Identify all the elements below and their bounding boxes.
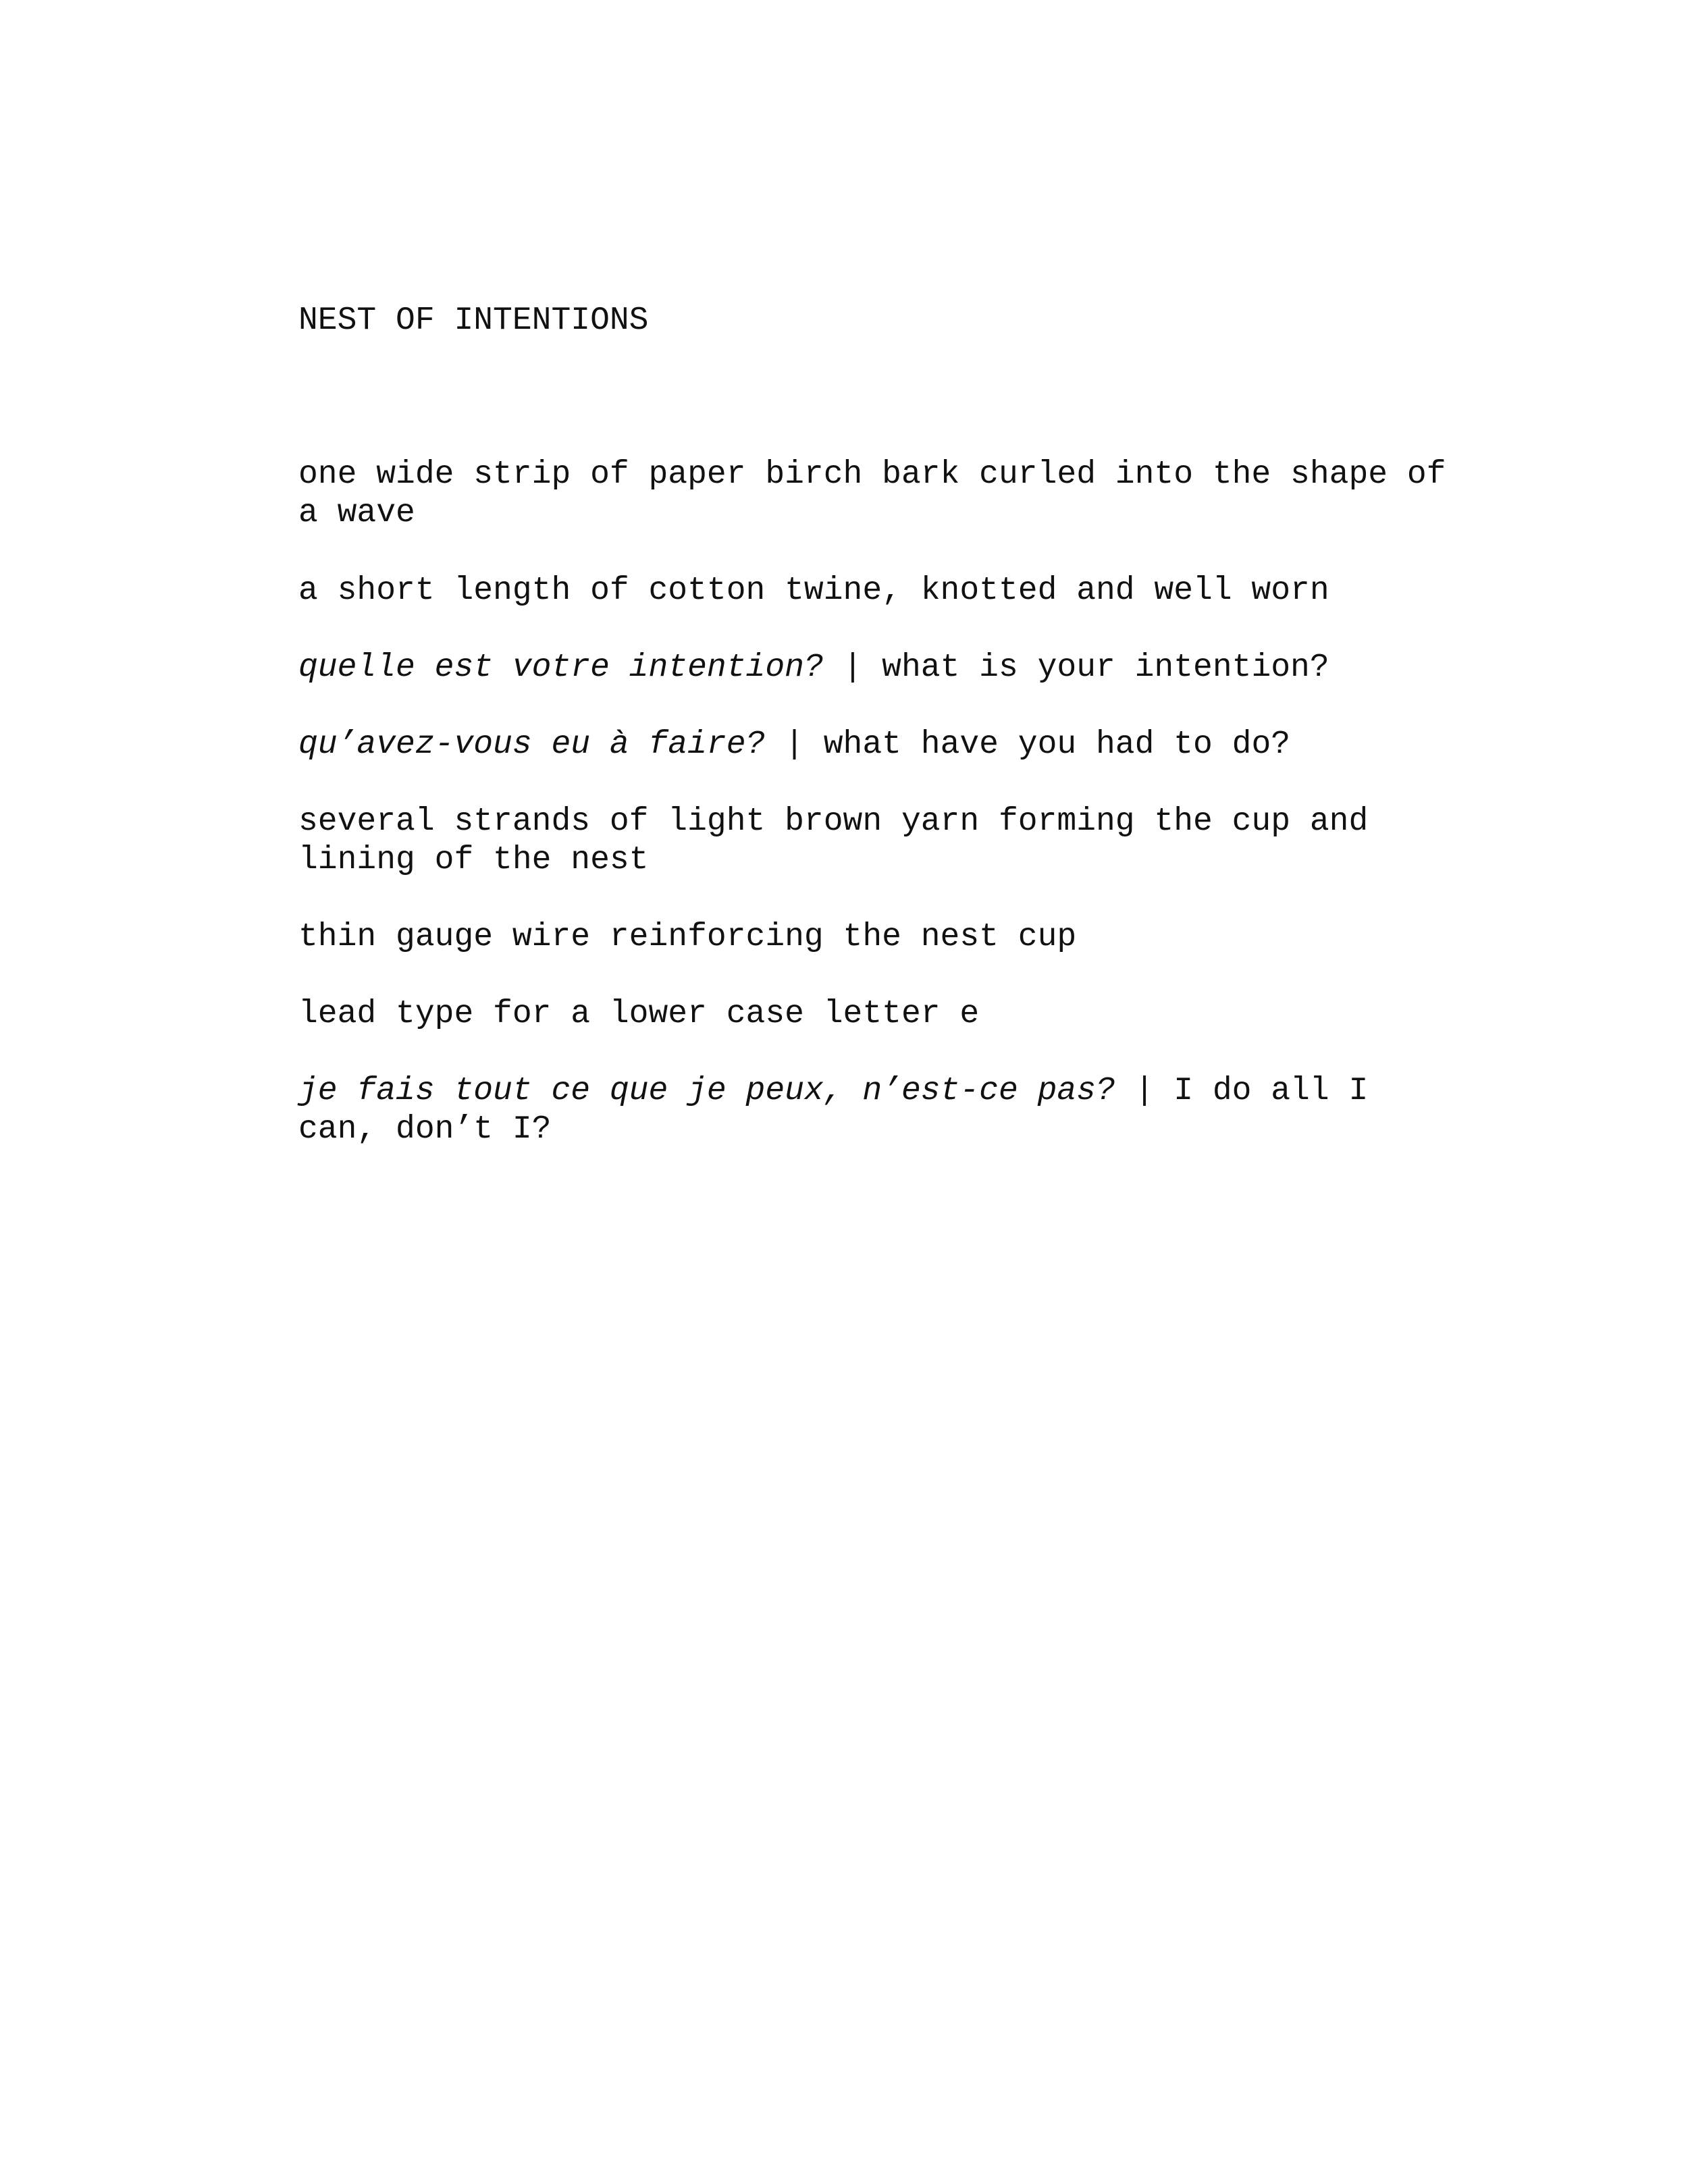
stanza-do-all-i-can [298,1072,1514,1149]
stanza-birch-bark [298,456,1514,533]
french-phrase: qu’avez-vous eu à faire? [298,726,766,763]
english-translation: what is your intention? [882,649,1329,686]
french-phrase: je fais tout ce que je peux, n’est-ce pas? [298,1073,1115,1109]
poem-title: NEST OF INTENTIONS [298,302,649,339]
english-translation: I do all I [1173,1073,1369,1109]
stanza-gauge-wire [298,918,1514,957]
stanza-yarn [298,803,1514,880]
stanza-line: lead type for a lower case letter e [298,996,980,1032]
stanza-line: several strands of light brown yarn forming the cup and [298,803,1369,840]
stanza-intention-question [298,649,1514,687]
stanza-cotton-twine [298,572,1514,610]
stanza-line: lining of the nest [298,842,649,878]
translation-separator: | [765,726,824,763]
translation-separator: | [823,649,882,686]
stanza-lead-type [298,995,1514,1034]
stanza-line: thin gauge wire reinforcing the nest cup [298,919,1077,955]
stanza-had-to-do-question [298,726,1514,764]
stanza-line: one wide strip of paper birch bark curled into the shape of [298,456,1446,493]
stanza-line: a short length of cotton twine, knotted and well worn [298,572,1329,609]
english-translation: what have you had to do? [823,726,1291,763]
french-phrase: quelle est votre intention? [298,649,824,686]
english-translation: can, don’t I? [298,1111,552,1148]
stanza-line: a wave [298,495,415,531]
translation-separator: | [1115,1073,1174,1109]
